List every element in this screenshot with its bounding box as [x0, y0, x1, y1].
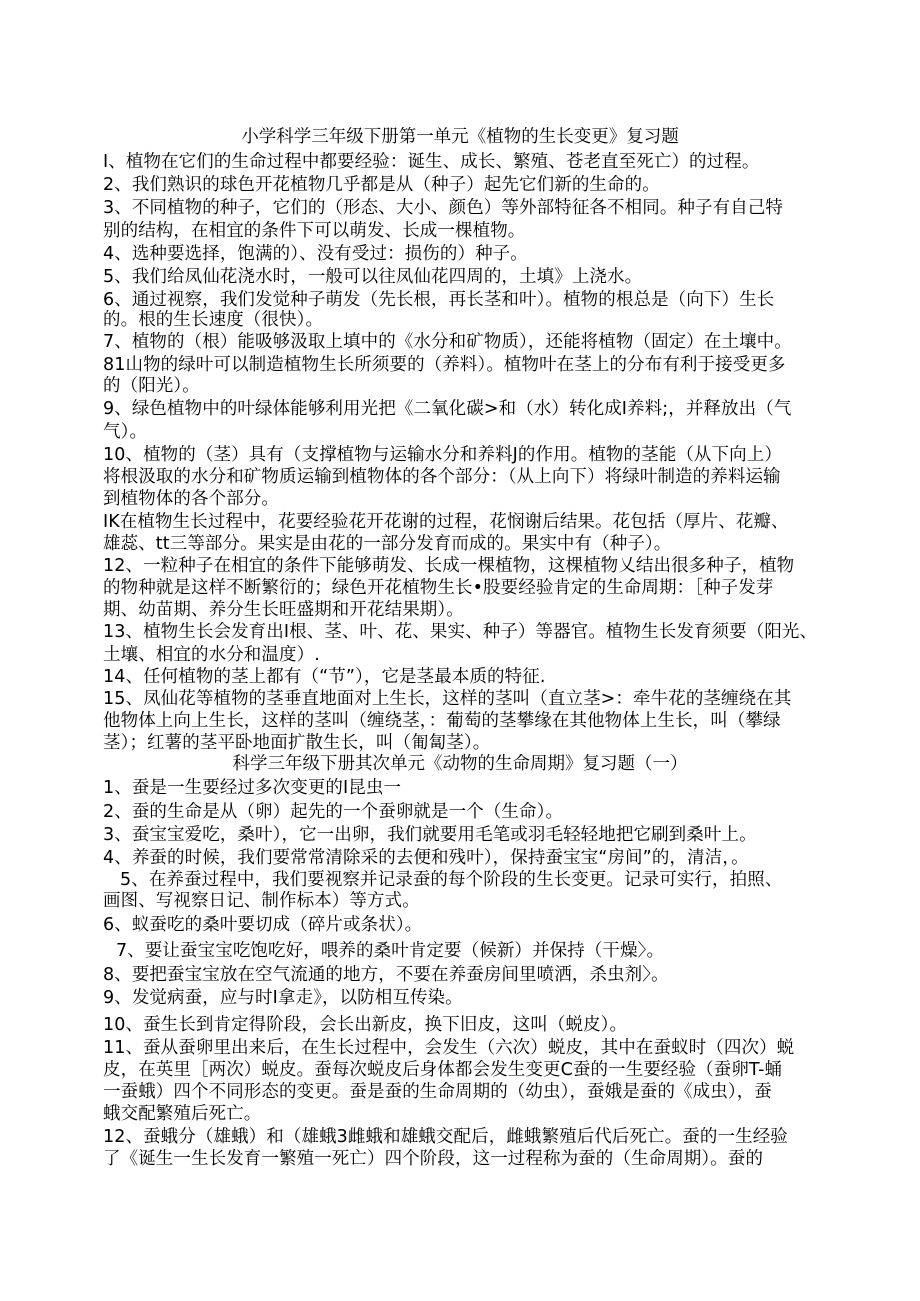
text-line: 6、通过视察，我们发觉种子萌发（先长根，再长茎和叶）。植物的根总是（向下）生长	[103, 290, 775, 310]
text-line: 2、我们熟识的球色开花植物几乎都是从（种子）起先它们新的生命的。	[103, 175, 660, 195]
text-line: 到植物体的各个部分。	[103, 489, 279, 509]
text-line: 1、蚕是一生要经过多次变更的I昆虫一	[103, 778, 402, 798]
text-line: 81山物的绿叶可以制造植物生长所须要的（养料）。植物叶在茎上的分布有利于接受更多	[103, 355, 786, 375]
text-line: 13、植物生长会发育出I根、茎、叶、花、果实、种子）等器官。植物生长发育须要（阳光、	[103, 622, 818, 642]
text-line: 5、在养蚕过程中，我们要视察并记录蚕的每个阶段的生长变更。记录可实行，拍照、	[120, 870, 783, 890]
text-line: 土壤、相宜的水分和温度）.	[103, 645, 320, 665]
text-line: 3、蚕宝宝爱吃，桑叶），它一出卵，我们就要用毛笔或羽毛轻轻地把它刷到桑叶上。	[103, 825, 757, 845]
text-line: 期、幼苗期、养分生长旺盛期和开花结果期）。	[103, 600, 464, 620]
text-line: 他物体上向上生长，这样的茎叫（缠绕茎，：葡萄的茎攀缘在其他物体上生长，叫（攀绿	[103, 711, 781, 731]
text-line: 的（阳光）。	[103, 376, 200, 396]
text-line: 画图、写视察日记、制作标本）等方式。	[103, 891, 420, 911]
text-line: 了《诞生一生长发育一繁殖一死亡）四个阶段，这一过程称为蚕的（生命周期）。蚕的	[103, 1149, 764, 1169]
text-line: IK在植物生长过程中，花要经验花开花谢的过程，花悯谢后结果。花包括（厚片、花瓣、	[103, 512, 789, 532]
text-line: 6、蚁蚕吃的桑叶要切成（碎片或条状）。	[103, 915, 423, 935]
text-line: I、植物在它们的生命过程中都要经验：诞生、成长、繁殖、苍老直至死亡）的过程。	[103, 152, 760, 172]
text-line: 12、蚕蛾分（雄蛾）和（雄蛾3雌蛾和雄蛾交配后，雌蛾繁殖后代后死亡。蚕的一生经验	[103, 1127, 788, 1147]
text-line: 气）。	[103, 422, 148, 442]
text-line: 的物种就是这样不断繁衍的；绿色开花植物生长•股要经验肯定的生命周期：［种子发芽	[103, 578, 774, 598]
text-line: 11、蚕从蚕卵里出来后，在生长过程中，会发生（六次）蜕皮，其中在蚕蚁时（四次）蜕	[103, 1038, 795, 1058]
text-line: 7、植物的（根）能吸够汲取上填中的《水分和矿物质），还能将植物（固定）在土壤中。	[103, 332, 792, 352]
text-line: 茎）；红薯的茎平卧地面扩散生长，叫（匍匐茎）。	[103, 733, 491, 753]
text-line: 14、任何植物的茎上都有（“节”），它是茎最本质的特征.	[103, 667, 546, 687]
text-line: 皮，在英里［两次）蜕皮。蚕每次蜕皮后身体都会发生变更C蚕的一生要经验（蚕卵T-蛹	[103, 1060, 783, 1080]
text-line: 将根汲取的水分和矿物质运输到植物体的各个部分：（从上向下）将绿叶制造的养料运输	[103, 467, 781, 487]
text-line: 9、发觉病蚕，应与时I拿走》，以防相互传染。	[103, 988, 463, 1008]
text-line: 10、蚕生长到肯定得阶段，会长出新皮，换下旧皮，这叫（蜕皮）。	[103, 1015, 628, 1035]
text-line: 4、选种要选择，饱满的）、没有受过：损伤的）种子。	[103, 244, 528, 264]
text-line: 5、我们给凤仙花浇水时，一般可以往凤仙花四周的，土填》上浇水。	[103, 267, 643, 287]
text-line: 9、绿色植物中的叶绿体能够利用光把《二氧化碳>和（水）转化成I养料;，并释放出（气	[103, 399, 792, 419]
text-line: 15、凤仙花等植物的茎垂直地面对上生长，这样的茎叫（直立茎>：牵牛花的茎缠绕在其	[103, 689, 792, 709]
text-line: 10、植物的（茎）具有（支撑植物与运输水分和养料J的作用。植物的茎能（从下向上）	[103, 445, 782, 465]
text-line: 4、养蚕的时候，我们要常常清除采的去便和残叶），保持蚕宝宝“房间”的，清洁，。	[103, 848, 749, 868]
text-line: 12、一粒种子在相宜的条件下能够萌发、长成一棵植物，这棵植物乂结出很多种子，植物	[103, 556, 795, 576]
section2-title: 科学三年级下册其次单元《动物的生命周期》复习题（一）	[232, 754, 688, 774]
text-line: 2、蚕的生命是从（卵）起先的一个蚕卵就是一个（生命）。	[103, 802, 564, 822]
text-line: 一蚕蛾）四个不同形态的变更。蚕是蚕的生命周期的（幼虫），蚕娥是蚕的《成虫），蚕	[103, 1082, 772, 1102]
text-line: 的。根的生长速度（很快）。	[103, 310, 324, 330]
text-line: 7、要让蚕宝宝吃饱吃好，喂养的桑叶肯定要（候新）并保持（干燥〉。	[116, 941, 665, 961]
text-line: 3、不同植物的种子，它们的（形态、大小、颜色）等外部特征各不相同。种子有自己特	[103, 198, 784, 218]
text-line: 蛾交配繁殖后死亡。	[103, 1104, 262, 1124]
text-line: 雄蕊、tt三等部分。果实是由花的一部分发育而成的。果实中有（种子）。	[103, 534, 672, 554]
text-line: 8、要把蚕宝宝放在空气流通的地方，不要在养蚕房间里喷洒，杀虫剂〉。	[103, 965, 669, 985]
section1-title: 小学科学三年级下册第一单元《植物的生长变更》复习题	[241, 127, 679, 147]
text-line: 别的结构，在相宜的条件下可以萌发、长成一棵植物。	[103, 221, 526, 241]
